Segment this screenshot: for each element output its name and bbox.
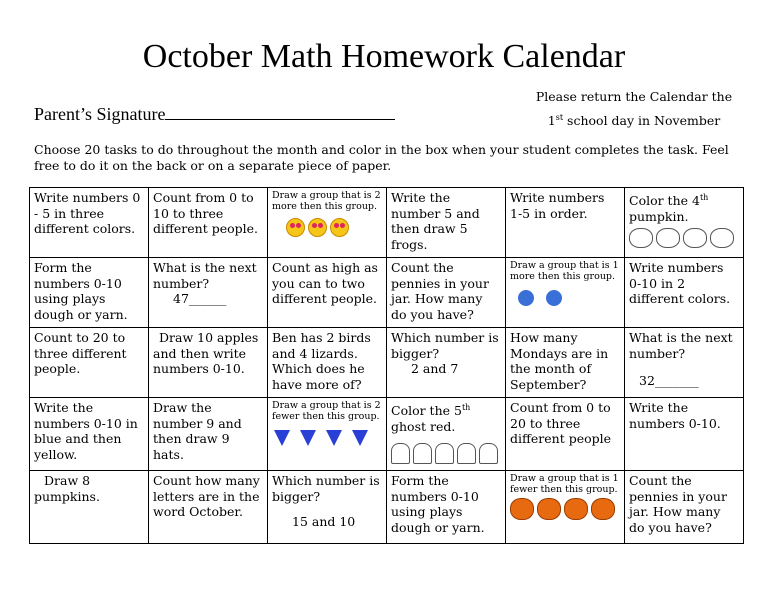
signature-field[interactable]: [165, 107, 395, 120]
task-cell[interactable]: Write the numbers 0-10.: [625, 398, 744, 471]
task-text: What is the next number?: [629, 330, 733, 361]
jack-o-lantern-icon: [564, 498, 588, 520]
heart-eyes-emoji-icon: [330, 218, 349, 237]
task-cell[interactable]: Write the number 5 and then draw 5 frogs.: [387, 188, 506, 258]
instructions: Choose 20 tasks to do throughout the month and color in the box when your student completes the task. Feel free to do it on the back or on a separate piece of paper.: [34, 142, 729, 173]
task-cell[interactable]: Ben has 2 birds and 4 lizards. Which does he have more of?: [268, 328, 387, 398]
task-cell[interactable]: [268, 188, 387, 258]
task-text: Which number is bigger?: [391, 330, 499, 361]
blue-triangle-icon: [274, 430, 290, 446]
calendar-row: [30, 398, 744, 471]
task-cell[interactable]: [268, 471, 387, 544]
task-text-part: pumpkin.: [629, 208, 689, 224]
task-cell[interactable]: [625, 328, 744, 398]
ghost-icon: [435, 443, 454, 464]
signature-line: [34, 104, 395, 125]
task-cell[interactable]: [625, 188, 744, 258]
return-day-number: 1: [547, 113, 556, 129]
ghost-icon: [391, 443, 410, 464]
task-cell[interactable]: Count from 0 to 10 to three different people.: [149, 188, 268, 258]
task-cell[interactable]: Form the numbers 0-10 using plays dough or yarn.: [30, 258, 149, 328]
task-text: Draw 8 pumpkins.: [34, 473, 100, 504]
task-text: [629, 190, 739, 224]
task-text: What is the next number?: [153, 260, 257, 291]
task-cell[interactable]: Write the numbers 0-10 in blue and then yellow.: [30, 398, 149, 471]
task-text: Which number is bigger?: [272, 473, 380, 504]
task-cell[interactable]: Count how many letters are in the word October.: [149, 471, 268, 544]
task-cell[interactable]: [506, 471, 625, 544]
blue-triangle-icon: [300, 430, 316, 446]
pumpkin-outline-icon: [629, 228, 653, 248]
task-text: Draw a group that is 1 fewer then this group.: [510, 473, 619, 495]
calendar-row: [30, 258, 744, 328]
task-cell[interactable]: Write numbers 0 - 5 in three different colors.: [30, 188, 149, 258]
task-cell[interactable]: [387, 398, 506, 471]
task-cell[interactable]: [506, 258, 625, 328]
pumpkin-outline-icon: [683, 228, 707, 248]
blue-triangle-icon: [352, 430, 368, 446]
jack-o-lantern-icon: [510, 498, 534, 520]
task-text: [391, 400, 501, 434]
task-text-part: ghost red.: [391, 418, 456, 434]
task-cell[interactable]: Count the pennies in your jar. How many do you have?: [387, 258, 506, 328]
return-day-text: school day in November: [563, 113, 721, 129]
task-text-part: Color the 4: [629, 193, 700, 209]
ordinal-suffix: th: [461, 403, 471, 412]
triangle-group: [272, 430, 382, 446]
task-numbers: 2 and 7: [411, 361, 459, 376]
task-numbers: 15 and 10: [292, 514, 356, 529]
calendar-row: [30, 328, 744, 398]
task-cell[interactable]: Write numbers 1-5 in order.: [506, 188, 625, 258]
task-answer-blank: 47______: [173, 291, 227, 306]
jack-o-lantern-group: [510, 498, 620, 520]
page-title: October Math Homework Calendar: [142, 38, 626, 75]
jack-o-lantern-icon: [537, 498, 561, 520]
task-cell[interactable]: Count as high as you can to two different people.: [268, 258, 387, 328]
task-cell[interactable]: Form the numbers 0-10 using plays dough or yarn.: [387, 471, 506, 544]
task-text: Draw a group that is 2 fewer then this group.: [272, 400, 381, 422]
task-text: Draw a group that is 1 more then this group.: [510, 260, 619, 282]
task-cell[interactable]: Count from 0 to 20 to three different people: [506, 398, 625, 471]
task-cell[interactable]: [268, 398, 387, 471]
blue-triangle-icon: [326, 430, 342, 446]
blue-circle-icon: [546, 290, 562, 306]
ghost-icon: [479, 443, 498, 464]
ghost-icon: [457, 443, 476, 464]
ghost-icon: [413, 443, 432, 464]
task-cell[interactable]: How many Mondays are in the month of September?: [506, 328, 625, 398]
task-cell[interactable]: Count to 20 to three different people.: [30, 328, 149, 398]
task-cell[interactable]: Write numbers 0-10 in 2 different colors.: [625, 258, 744, 328]
blue-circle-group: [510, 290, 620, 306]
task-text: Draw 10 apples: [159, 330, 259, 345]
emoji-group: [272, 218, 382, 237]
task-cell[interactable]: Count the pennies in your jar. How many do you have?: [625, 471, 744, 544]
return-note: [534, 86, 734, 131]
task-text-part: Color the 5: [391, 403, 462, 419]
signature-label: Parent’s Signature: [34, 104, 166, 124]
ordinal-suffix: th: [699, 193, 709, 202]
heart-eyes-emoji-icon: [286, 218, 305, 237]
calendar-row: [30, 471, 744, 544]
task-text: and then write numbers 0-10.: [153, 345, 247, 376]
task-cell[interactable]: Draw the number 9 and then draw 9 hats.: [149, 398, 268, 471]
homework-calendar: [29, 187, 744, 544]
ghost-group: [391, 443, 501, 464]
task-answer-blank: 32_______: [639, 373, 699, 388]
heart-eyes-emoji-icon: [308, 218, 327, 237]
task-cell[interactable]: [149, 328, 268, 398]
return-note-line1: Please return the Calendar the: [535, 89, 733, 104]
jack-o-lantern-icon: [591, 498, 615, 520]
pumpkin-outline-icon: [656, 228, 680, 248]
task-cell[interactable]: [387, 328, 506, 398]
task-cell[interactable]: [149, 258, 268, 328]
calendar-row: [30, 188, 744, 258]
return-day-suffix: st: [555, 113, 564, 122]
task-cell[interactable]: [30, 471, 149, 544]
pumpkin-outline-group: [629, 228, 739, 248]
task-text: Draw a group that is 2 more then this group.: [272, 190, 381, 212]
return-note-line2: [534, 107, 734, 131]
blue-circle-icon: [518, 290, 534, 306]
pumpkin-outline-icon: [710, 228, 734, 248]
